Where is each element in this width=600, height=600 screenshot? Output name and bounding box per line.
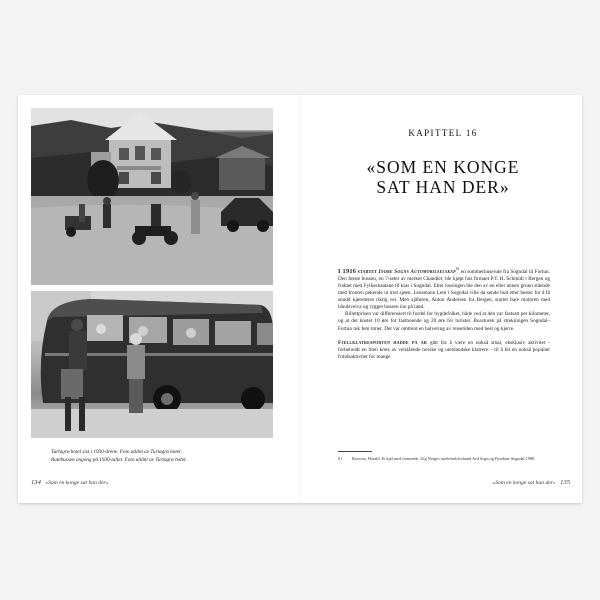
bus-photo — [31, 291, 273, 438]
para3-text: gått fra å være en nokså smal, eksklusiv aktivitet -forbeholdt en liten krets av velstående norske og utenlandske klatrere – til å bli en nokså populær fritidsaktivitet for mange — [338, 339, 550, 360]
right-folio — [492, 479, 570, 486]
chapter-label: KAPITTEL 16 — [408, 128, 478, 138]
caption-line-1: Turtagrø hotel sist i 1930-årene. Foto utlånt av Turtagrø hotel. — [51, 449, 182, 455]
chapter-title — [338, 157, 548, 197]
paragraph-1 — [338, 266, 550, 311]
para1-text: en sommerbuserute fra Sogndal til Fortun. Den første bussen, en 7-seter av merket Chandler, ble kjøpt hos firmaet P.T. H. Schmidt i Bergen og fraktet med Fylkesbaatane til kais i Sogndal. Etter lossingen ble den av en eller annen grunn stående med fronten pekende ut mot sjøen. Lensmann Lem i Sogndal ville da sende bud etter hester for å få snudd kjøretøyet riktig vei. Men sjåføren, Anton Andersen fra Bergen, startet bare motoren med håndsveiva og rygget bussen inn på land. — [338, 268, 550, 311]
chapter-title-line-1: «SOM EN KONGE — [366, 157, 520, 177]
paragraph-3 — [338, 340, 550, 361]
caption-line-2: Rutebussen ongong på 1930-tallet. Foto utlånt av Turtagrø hotel. — [51, 456, 187, 463]
left-folio — [31, 479, 109, 486]
hotel-photo-drawing — [31, 108, 273, 285]
bus-photo-drawing — [31, 291, 273, 438]
para1-footnote-ref: 61 — [455, 267, 460, 271]
hotel-photo — [31, 108, 273, 285]
chapter-title-line-2: SAT HAN DER» — [376, 177, 510, 197]
para1-caps: startet — [357, 268, 378, 275]
left-page-number: 134 — [31, 479, 41, 486]
para1-company: Indre Sogns Automobilselskap — [378, 268, 456, 275]
paragraph-2: Billettprisen var differensiert til fordel for bygdefolket, både ved at den var fastsatt per kilometer, og at det kostet 10 øre for fastboende og 20 øre for turister. Bussturen på strekningen Sogndal–Fortun tok fem timer. Det var omtrent en halvering av reisetiden med hest og kjerre. — [338, 311, 550, 332]
book-gutter — [299, 95, 301, 503]
para3-caps: Fjellklatresporten hadde på år — [338, 339, 427, 346]
para1-lead: I 1916 — [338, 267, 357, 275]
right-running-head: «Som en konge sat han der» — [492, 480, 556, 486]
book-spread — [18, 95, 582, 503]
photo-caption — [51, 449, 251, 464]
footnote-rule — [338, 451, 372, 452]
right-page-number: 135 — [560, 479, 570, 486]
footnote — [338, 456, 550, 462]
footnote-number: 61 — [338, 456, 343, 461]
body-text — [338, 266, 550, 361]
footnote-text: Rosvoss, Harald: Et kjøl med formuede. Utg Norges rutebilselsforbund Avd Sogn og Fjordane Sogndal 1988. — [352, 456, 536, 461]
left-running-head: «Som en konge sat han der» — [45, 480, 109, 486]
